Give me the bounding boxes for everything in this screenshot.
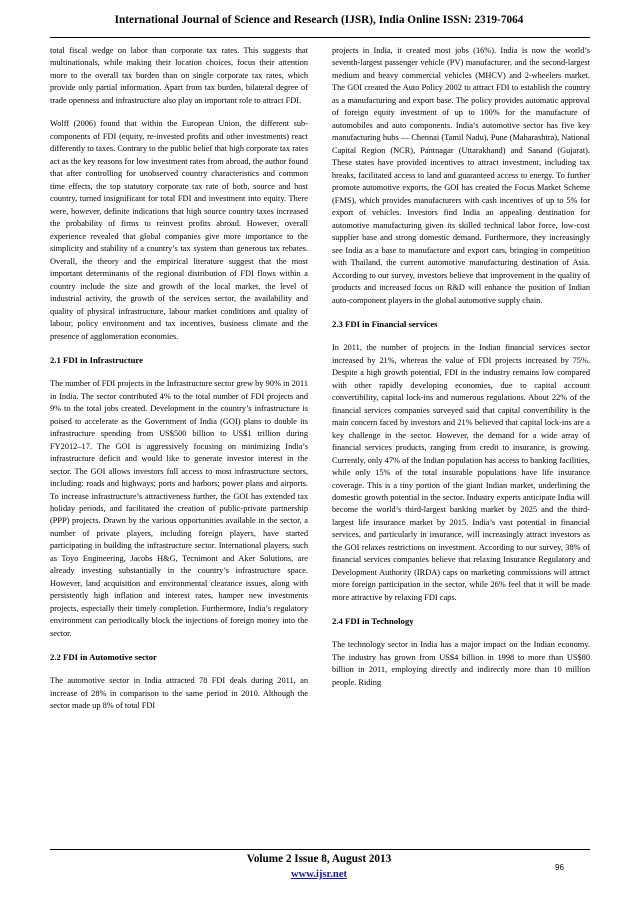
paragraph: total fiscal wedge on labor than corporate tax rates. This suggests that multinationals, while making their location choices, focus their attention more to the overall tax burden than on single corporate tax rates, which provide only partial information. Apart from tax burden, bilateral degree of trade openness and infrastructure also play an important role to attract FDI. <box>50 46 308 105</box>
left-column <box>50 45 308 724</box>
page-number: 96 <box>555 863 564 872</box>
section-heading-automotive: 2.2 FDI in Automotive sector <box>50 652 157 663</box>
footer-link[interactable]: www.ijsr.net <box>290 869 348 880</box>
section-heading-technology: 2.4 FDI in Technology <box>332 616 414 627</box>
paragraph: The technology sector in India has a major impact on the Indian economy. The industry has grown from US$4 billion in 1998 to more than US$80 billion in 2011, employing directly and indirectly more than 10 million people. Riding <box>332 640 590 687</box>
header-divider <box>50 37 590 38</box>
footer-volume: Volume 2 Issue 8, August 2013 <box>246 853 392 865</box>
paragraph: projects in India, it created most jobs (16%). India is now the world’s seventh-largest passenger vehicle (PV) manufacturer, and the second-largest medium and heavy commercial vehicles (MHCV) and 2-wheelers market. The GOI created the Auto Policy 2002 to attract FDI to establish the country as a manufacturing and export base. The policy provides automatic approval of foreign equity investment of up to 100% for the manufacture of automobiles and auto components. India’s automotive sector has five key manufacturing hubs — Chennai (Tamil Nadu), Pune (Maharashtra), National Capital Region (NCR), Pantnagar (Uttarakhand) and Sanand (Gujarat). These states have provided incentives to attract investment, including tax breaks, facilitated access to land and guaranteed access to energy. To further promote automotive exports, the GOI has created the Focus Market Scheme (FMS), which provides manufacturers with cash incentives of up to 5% for export of vehicles. Investors find India an appealing destination for automotive manufacturing given its skilled technical labor force, low-cost supplier base and strong domestic demand. Furthermore, they increasingly see India as a base to manufacture and export cars, bringing in competition with Thailand, the current automotive manufacturing destination of Asia. According to our survey, investors believe that improvement in the quality of products and increased focus on R&D will enhance the position of Indian auto-component players in the global automotive supply chain. <box>332 46 590 305</box>
journal-header: International Journal of Science and Research (IJSR), India Online ISSN: 2319-7064 <box>114 14 524 26</box>
section-heading-financial-services: 2.3 FDI in Financial services <box>332 319 438 330</box>
paragraph: Wolff (2006) found that within the European Union, the different sub-components of FDI (equity, re-invested profits and other investments) react differently to taxes. Contrary to the public belief that high corporate tax rates act as the key reasons for low investment rates from abroad, the author found that after controlling for unobserved country characteristics and common time effects, the top statutory corporate tax rate of both, source and host country, turned insignificant for total FDI and investment into equity. There were, however, definite indications that high source country taxes increased the probability of firms to reinvest profits abroad. However, overall experience revealed that global companies give more importance to the simplicity and stability of a country’s tax system than generous tax rebates. Overall, the theory and the empirical literature suggest that the most important determinants of the regional distribution of FDI flows within a country include the size and growth of the local market, the level of industrial activity, the growth of the services sector, the availability and quality of physical infrastructure, labour market conditions and quality of labour, policy environment and tax incentives, business climate and the presence of agglomeration economies. <box>50 119 308 341</box>
footer-divider <box>50 849 590 850</box>
paragraph: The automotive sector in India attracted 78 FDI deals during 2011, an increase of 28% in comparison to the same period in 2010. Although the sector made up 8% of total FDI <box>50 676 308 711</box>
paragraph: The number of FDI projects in the Infrastructure sector grew by 90% in 2011 in India. The sector contributed 4% to the total number of FDI projects and 9% to the total jobs created. Development in the country’s infrastructure is poised to accelerate as the Government of India (GOI) plans to double its infrastructure spending from US$500 billion to US$1 trillion during FY2012–17. The GOI is aggressively focusing on minimizing India’s infrastructure deficit and would like to generate investor interest in the sector. The GOI allows investors full access to most infrastructure sectors, including: roads and highways; ports and harbors; power plans and airports. To increase infrastructure’s attractiveness further, the GOI has extended tax holiday periods, and facilitated the creation of public-private partnership (PPP) projects. Drawn by the various opportunities available in the sector, a number of private players, including foreign players, have started participating in building the infrastructure sector. International players, such as Toyo Engineering, Jacobs H&G, Tecnimont and Aker Solutions, are already investing substantially in the country’s infrastructure space. However, land acquisition and environmental clearance issues, along with persistently high inflation and interest rates, hamper new investments projects, especially their timely completion. Furthermore, India’s regulatory environment can periodically block the injections of foreign money into the sector. <box>50 379 308 638</box>
section-heading-infrastructure: 2.1 FDI in Infrastructure <box>50 355 143 366</box>
right-column <box>332 45 590 700</box>
paragraph: In 2011, the number of projects in the Indian financial services sector increased by 21%, whereas the value of FDI projects increased by 75%. Despite a high growth potential, FDI in the industry remains low compared with other rapidly developing economies, due to capital account convertibility, capital lock-ins and numerous regulations. About 22% of the financial services companies surveyed said that capital convertibility is the main concern faced by investors and 21% believed that capital lock-ins are a key challenge in the sector. However, the demand for a wide array of financial services products, ranging from credit to insurance, is growing. Currently, only 47% of the Indian population has access to banking facilities, while only 15% of the total insurable populations have life insurance coverage. This is a tiny portion of the giant Indian market, underlining the domestic growth potential in the sector. Industry experts anticipate India will become the world’s third-largest banking market by 2025 and the third-largest life insurance market by 2015. India’s vast potential in financial services, and particularly in insurance, will increasingly attract investors as the GOI relaxes restrictions on investment. According to our survey, 38% of financial services companies believe that relaxing Insurance Regulatory and Development Authority (IRDA) caps on marketing commissions will attract more foreign participation in the sector, while 26% feel that it will be made more attractive by relaxing FDI caps. <box>332 343 590 602</box>
